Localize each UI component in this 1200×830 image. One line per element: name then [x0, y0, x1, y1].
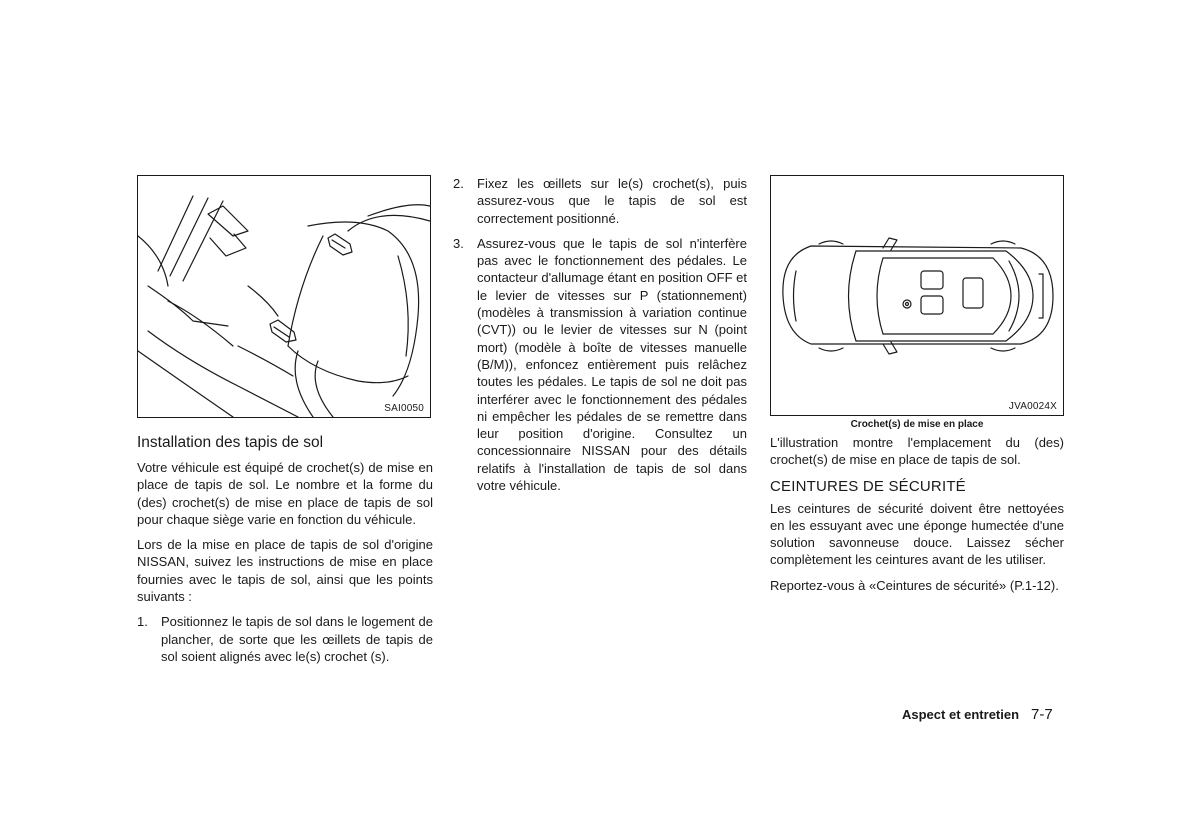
page-footer	[902, 706, 1053, 723]
paragraph: Votre véhicule est équipé de crochet(s) de mise en place de tapis de sol. Le nombre et la forme du (des) crochet(s) de mise en place de tapis de sol pour chaque siège varie en fonction du véhicule.	[137, 460, 433, 527]
steps-list	[453, 175, 747, 494]
section-heading-floor-mats: Installation des tapis de sol	[137, 434, 324, 451]
figure-caption: Crochet(s) de mise en place	[850, 419, 984, 430]
figure-code: JVA0024X	[1008, 401, 1057, 412]
floor-mat-drawing	[138, 176, 430, 417]
list-item	[453, 235, 747, 494]
steps-list	[137, 613, 433, 665]
paragraph: Reportez-vous à «Ceintures de sécurité» (P.1-12).	[770, 577, 1059, 593]
floor-mat-hooks-illustration	[137, 175, 431, 418]
car-top-view-drawing	[771, 176, 1063, 415]
left-column	[137, 175, 433, 673]
paragraph: L'illustration montre l'emplacement du (des) crochet(s) de mise en place de tapis de sol.	[770, 435, 1064, 468]
list-item	[453, 175, 747, 227]
figure-code: SAI0050	[384, 403, 424, 414]
right-column	[770, 175, 1064, 602]
paragraph: Lors de la mise en place de tapis de sol d'origine NISSAN, suivez les instructions de mise en place fournies avec le tapis de sol, ainsi que les points suivants :	[137, 537, 433, 605]
car-top-view-illustration	[770, 175, 1064, 416]
paragraph: Les ceintures de sécurité doivent être nettoyées en les essuyant avec une éponge humectée d'une solution savonneuse douce. Laissez sécher complètement les ceintures avant de les utiliser.	[770, 500, 1064, 568]
footer-section-title: Aspect et entretien	[902, 707, 1020, 722]
step-text: Fixez les œillets sur le(s) crochet(s), puis assurez-vous que le tapis de sol est correctement positionné.	[477, 176, 747, 226]
section-heading-seat-belts: CEINTURES DE SÉCURITÉ	[770, 477, 966, 495]
list-item	[137, 613, 433, 665]
step-number: 2.	[453, 176, 464, 191]
step-number: 1.	[137, 614, 148, 630]
step-text: Assurez-vous que le tapis de sol n'interfère pas avec le fonctionnement des pédales. Le contacteur d'allumage étant en position OFF et le levier de vitesses sur P (stationnement) (modèles à transmission à variation continue (CVT)) ou le levier de vitesses sur N (point mort) (modèle à boîte de vitesses manuelle (B/M)), enfoncez entièrement puis relâchez toutes les pédales. Le tapis de sol ne doit pas interférer avec le fonctionnement des pédales ni empêcher les pédales de se remettre dans leur position d'origine. Consultez un concessionnaire NISSAN pour des détails relatifs à l'installation de tapis de sol dans votre véhicule.	[477, 235, 747, 494]
middle-column	[453, 175, 747, 502]
step-number: 3.	[453, 235, 464, 251]
step-text: Positionnez le tapis de sol dans le logement de plancher, de sorte que les œillets de tapis de sol soient alignés avec le(s) crochet (s).	[161, 614, 433, 664]
page-number: 7-7	[1031, 706, 1053, 723]
